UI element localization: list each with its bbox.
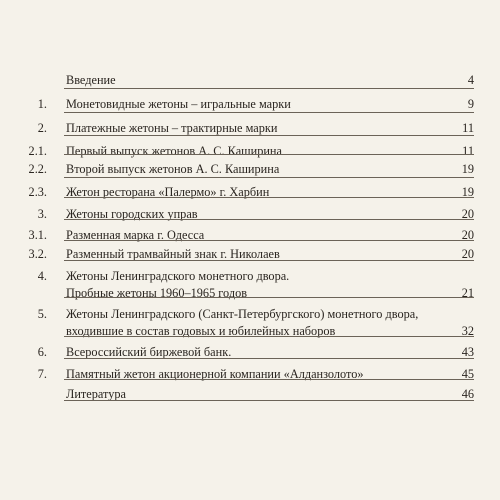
toc-entry-page-number: 32 <box>461 324 474 338</box>
toc-leader-rule <box>64 297 474 298</box>
toc-entry-page-number: 11 <box>462 144 474 158</box>
toc-entry-page-number: 46 <box>461 387 474 401</box>
toc-entry-title-line: Пробные жетоны 1960–1965 годов <box>66 286 248 301</box>
toc-entry-title <box>66 270 289 300</box>
toc-entry-number: 1. <box>37 97 47 111</box>
toc-entry-title-line: Жетоны городских управ <box>66 207 198 221</box>
toc-leader-rule <box>64 135 474 136</box>
toc-entry-number: 2.3. <box>28 185 47 199</box>
toc-entry-number: 6. <box>37 345 47 359</box>
toc-leader-rule <box>64 154 474 155</box>
toc-entry-title-line: входившие в состав годовых и юбилейных наборов <box>66 324 336 339</box>
toc-leader-rule <box>64 260 474 261</box>
toc-entry-number: 2.1. <box>28 144 47 158</box>
toc-entry-title <box>66 346 231 358</box>
toc-entry-title-line: Введение <box>66 73 116 87</box>
toc-entry-title-line: Всероссийский биржевой банк. <box>66 345 232 359</box>
toc-entry-number: 7. <box>37 367 47 381</box>
toc-entry-title <box>66 163 279 175</box>
toc-entry-number: 3.2. <box>28 247 47 261</box>
toc-entry-title <box>66 145 282 157</box>
toc-leader-rule <box>64 240 474 241</box>
toc-entry-title-line: Второй выпуск жетонов А. С. Каширина <box>66 162 280 176</box>
toc-entry-title-line: Литература <box>66 387 127 401</box>
toc-leader-rule <box>64 112 474 113</box>
toc-entry-title-line: Жетон ресторана «Палермо» г. Харбин <box>66 185 270 199</box>
toc-leader-rule <box>64 379 474 380</box>
toc-leader-rule <box>64 177 474 178</box>
toc-entry-title-line: Памятный жетон акционерной компании «Алданзолото» <box>66 367 364 381</box>
toc-entry-page-number: 19 <box>461 185 474 199</box>
toc-entry-page-number: 45 <box>461 367 474 381</box>
toc-leader-rule <box>64 336 474 337</box>
toc-entry-title-line: Первый выпуск жетонов А. С. Каширина <box>66 144 282 158</box>
toc-entry-page-number: 19 <box>461 162 474 176</box>
toc-entry-title <box>66 122 277 134</box>
toc-entry-page-number: 20 <box>461 228 474 242</box>
toc-entry-title-line: Жетоны Ленинградского (Санкт-Петербургского) монетного двора, <box>66 307 419 321</box>
toc-entry-title <box>66 74 116 86</box>
toc-entry-title <box>66 248 280 260</box>
toc-entry-number: 3.1. <box>28 228 47 242</box>
toc-entry-number: 2. <box>37 121 47 135</box>
toc-leader-rule <box>64 197 474 198</box>
toc-entry-page-number: 9 <box>467 97 474 111</box>
toc-entry-number: 2.2. <box>28 162 47 176</box>
toc-entry-page-number: 43 <box>461 345 474 359</box>
toc-entry-title <box>66 308 418 338</box>
toc-entry-number: 3. <box>37 207 47 221</box>
toc-entry-page-number: 21 <box>461 286 474 300</box>
toc-entry-page-number: 11 <box>462 121 474 135</box>
toc-entry-page-number: 4 <box>467 73 474 87</box>
toc-leader-rule <box>64 400 474 401</box>
toc-entry-title-line: Монетовидные жетоны – игральные марки <box>66 97 291 111</box>
toc-entry-title-line: Разменный трамвайный знак г. Николаев <box>66 247 280 261</box>
toc-entry-number: 4. <box>37 269 47 283</box>
toc-leader-rule <box>64 358 474 359</box>
toc-leader-rule <box>64 88 474 89</box>
toc-entry-title <box>66 98 291 110</box>
toc-leader-rule <box>64 219 474 220</box>
toc-entry-page-number: 20 <box>461 247 474 261</box>
toc-entry-page-number: 20 <box>461 207 474 221</box>
toc-entry-number: 5. <box>37 307 47 321</box>
toc-entry-title-line: Жетоны Ленинградского монетного двора. <box>66 269 290 283</box>
toc-entry-title <box>66 388 126 400</box>
toc-entry-title-line: Разменная марка г. Одесса <box>66 228 205 242</box>
toc-entry-title-line: Платежные жетоны – трактирные марки <box>66 121 278 135</box>
